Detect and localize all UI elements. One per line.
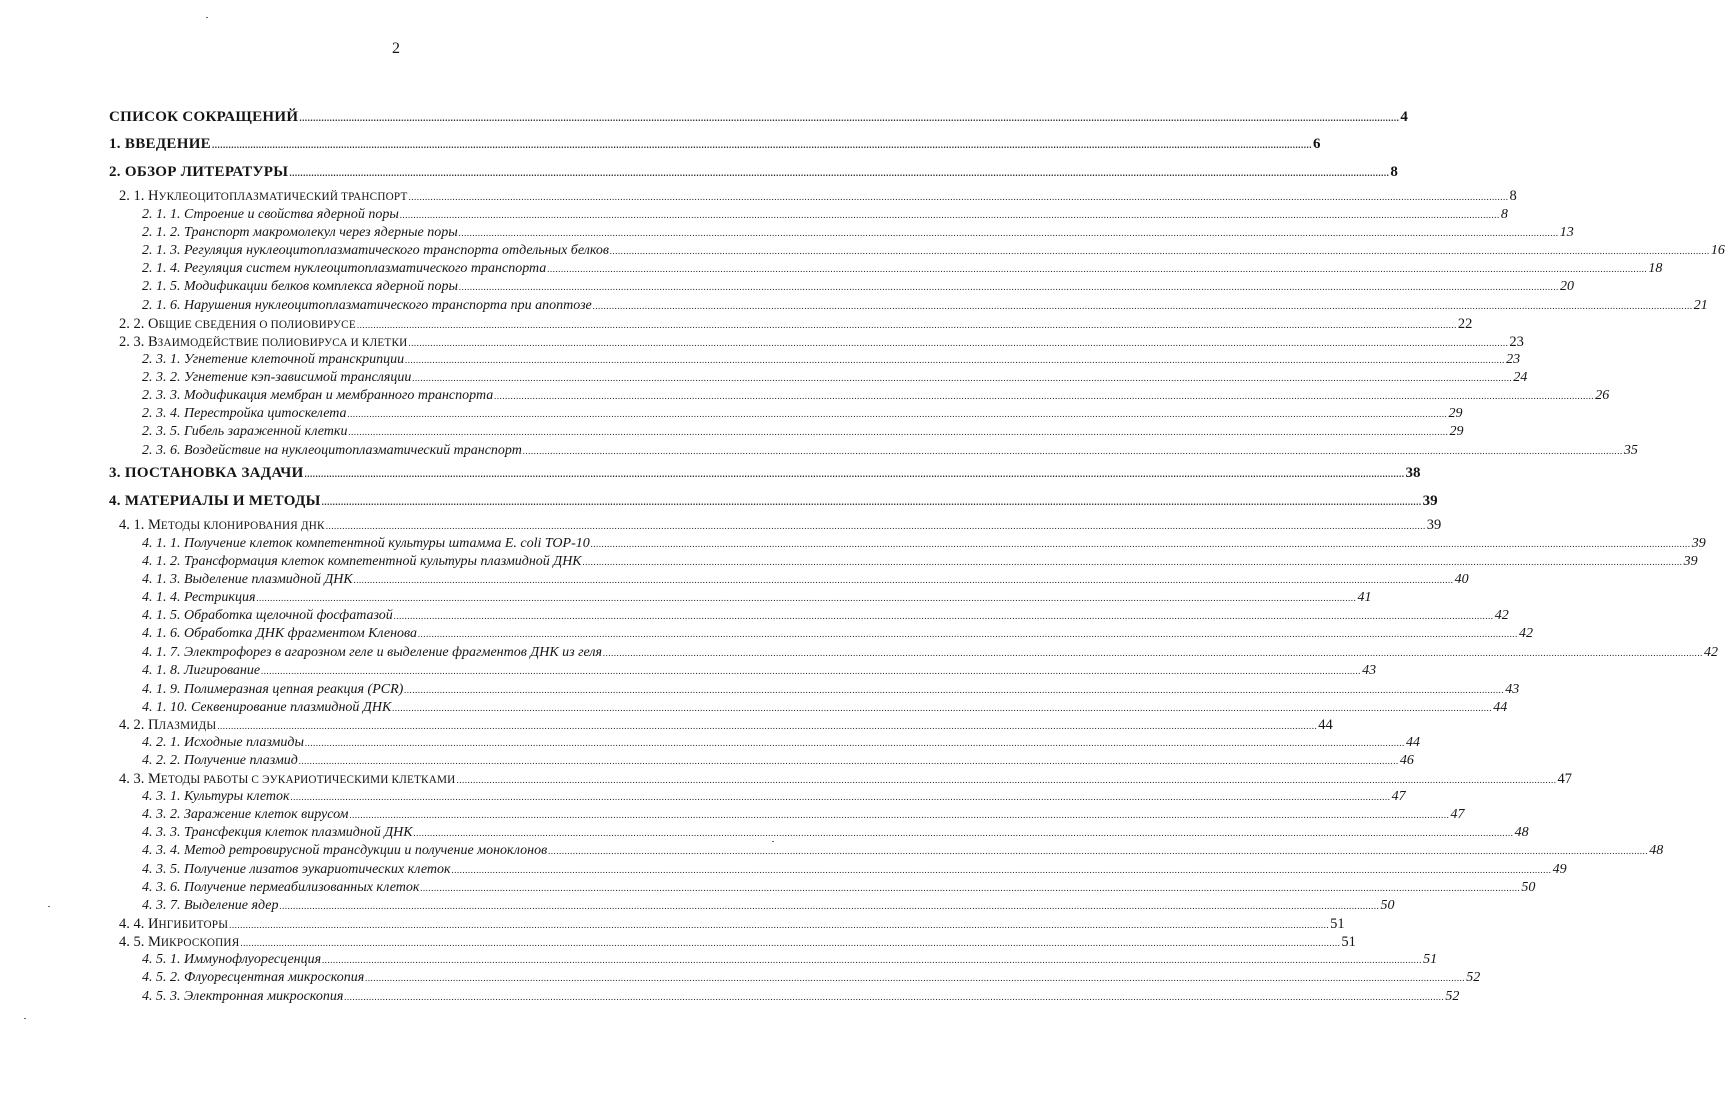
toc-entry-title [142,353,404,367]
toc-entry-page: 42 [1494,608,1509,623]
toc-entry-page: 29 [1448,406,1463,421]
toc-entry-text: Трансформация клеток компетентной культуры плазмидной ДНК [184,554,582,569]
toc-entry-number: 4. 3. [119,771,145,787]
toc-entry-number: 4. 1. [119,517,145,533]
toc-entry-level-2[interactable] [119,517,1442,533]
toc-entry-title [142,425,347,439]
toc-entry-level-3[interactable] [142,225,1574,240]
toc-entry-text: Иммунофлуоресценция [184,952,322,967]
toc-entry-number: 2. 3. 4. [142,406,181,421]
toc-dot-leader: ................................................................................................................................................................................................................................................................................................................................................................................................................ [229,919,1330,930]
toc-entry-title [142,683,403,697]
toc-entry-number: 4. 3. 6. [142,880,181,895]
toc-entry-page: 43 [1362,663,1377,678]
toc-entry-title [142,899,278,913]
toc-entry-level-3[interactable] [142,572,1469,587]
toc-dot-leader: ................................................................................................................................................................................................................................................................................................................................................................................................................ [399,210,1500,220]
toc-entry-text: Модификации белков комплекса ядерной поры [184,279,458,294]
toc-entry-page: 50 [1521,880,1536,895]
toc-entry-text: Модификация мембран и мембранного транспорта [184,388,494,403]
toc-dot-leader: ................................................................................................................................................................................................................................................................................................................................................................................................................ [592,301,1693,311]
toc-entry-text: ОБЩИЕ СВЕДЕНИЯ О ПОЛИОВИРУСЕ [148,316,356,332]
toc-entry-number: 4. 3. 2. [142,807,181,822]
toc-dot-leader: ................................................................................................................................................................................................................................................................................................................................................................................................................ [458,228,1559,238]
toc-dot-leader: ................................................................................................................................................................................................................................................................................................................................................................................................................ [356,319,1457,330]
toc-entry-level-1[interactable] [109,164,1398,180]
toc-entry-level-3[interactable] [142,207,1508,222]
toc-entry-title [142,444,522,458]
toc-entry-number: 2. 1. 1. [142,207,181,222]
toc-entry-page: 43 [1505,682,1520,697]
toc-entry-number: 2. 1. 4. [142,261,181,276]
toc-dot-leader: ................................................................................................................................................................................................................................................................................................................................................................................................................ [365,973,1466,983]
toc-entry-title: 2. ОБЗОР ЛИТЕРАТУРЫ [109,164,289,180]
toc-entry-number: 4. 2. [119,717,145,733]
toc-entry-title [142,262,546,276]
toc-dot-leader: ................................................................................................................................................................................................................................................................................................................................................................................................................ [547,264,1648,274]
toc-dot-leader: ................................................................................................................................................................................................................................................................................................................................................................................................................ [405,355,1506,365]
toc-dot-leader: ................................................................................................................................................................................................................................................................................................................................................................................................................ [211,140,1312,150]
toc-entry-number: 4. 1. 9. [142,682,181,697]
toc-dot-leader: ................................................................................................................................................................................................................................................................................................................................................................................................................ [609,246,1710,256]
toc-entry-text: Воздействие на нуклеоцитоплазматический транспорт [184,443,522,458]
toc-entry-level-2[interactable] [119,188,1517,204]
toc-entry-level-3[interactable] [142,243,1725,258]
toc-entry-text: Исходные плазмиды [184,735,304,750]
toc-entry-text: Полимеразная цепная реакция (PCR) [184,682,404,697]
toc-entry-level-3[interactable] [142,388,1610,403]
toc-entry-title [142,971,364,985]
toc-entry-text: Угнетение клеточной транскрипции [184,352,405,367]
toc-entry-text: Перестройка цитоскелета [184,406,347,421]
toc-entry-title [142,664,260,678]
toc-entry-title [142,537,590,551]
toc-entry-text: Выделение ядер [184,898,279,913]
toc-entry-page: 4 [1400,109,1408,125]
toc-entry-page: 39 [1422,493,1438,509]
toc-entry-text: Обработка ДНК фрагментом Кленова [184,626,418,641]
toc-entry-page: 22 [1457,316,1473,332]
toc-dot-leader: ................................................................................................................................................................................................................................................................................................................................................................................................................ [353,575,1454,585]
toc-entry-number: 4. 1. 2. [142,554,181,569]
toc-dot-leader: ................................................................................................................................................................................................................................................................................................................................................................................................................ [603,648,1704,658]
toc-entry-page: 51 [1341,934,1356,950]
toc-dot-leader: ................................................................................................................................................................................................................................................................................................................................................................................................................ [582,557,1683,567]
toc-dot-leader: ................................................................................................................................................................................................................................................................................................................................................................................................................ [289,168,1390,178]
toc-dot-leader: ................................................................................................................................................................................................................................................................................................................................................................................................................ [304,738,1405,748]
toc-entry-page: 51 [1330,916,1345,932]
toc-entry-level-3[interactable] [142,608,1509,623]
toc-entry-title [119,317,356,332]
toc-entry-number: 4. 1. 10. [142,700,188,715]
toc-entry-title [142,881,419,895]
toc-entry-page: 47 [1391,789,1406,804]
toc-entry-page: 48 [1649,843,1664,858]
toc-entry-title [142,226,458,240]
toc-entry-level-3[interactable] [142,645,1719,660]
toc-entry-level-3[interactable] [142,898,1395,913]
toc-dot-leader: ................................................................................................................................................................................................................................................................................................................................................................................................................ [348,427,1449,437]
toc-entry-level-3[interactable] [142,989,1460,1004]
page-number: 2 [392,40,400,57]
toc-entry-level-3[interactable] [142,807,1465,822]
toc-entry-level-3[interactable] [142,970,1481,985]
toc-entry-title [142,646,602,660]
toc-entry-level-2[interactable] [119,334,1524,350]
toc-entry-title [142,609,393,623]
toc-dot-leader: ................................................................................................................................................................................................................................................................................................................................................................................................................ [392,703,1493,713]
toc-entry-level-3[interactable] [142,261,1663,276]
toc-entry-text: МЕТОДЫ РАБОТЫ С ЭУКАРИОТИЧЕСКИМИ КЛЕТКАМИ [148,771,456,787]
toc-dot-leader: ................................................................................................................................................................................................................................................................................................................................................................................................................ [456,774,1557,785]
toc-entry-title [142,555,582,569]
toc-entry-text: Угнетение кэп-зависимой трансляции [184,370,412,385]
toc-entry-title [142,736,304,750]
toc-entry-page: 50 [1380,898,1395,913]
toc-entry-level-3[interactable] [142,843,1664,858]
toc-entry-text: Транспорт макромолекул через ядерные поры [184,225,458,240]
toc-entry-title [142,953,321,967]
toc-entry-title [142,389,493,403]
toc-entry-number: 4. 3. 7. [142,898,181,913]
toc-entry-number: 4. 1. 7. [142,645,181,660]
toc-entry-page: 13 [1559,225,1574,240]
toc-entry-level-3[interactable] [142,406,1463,421]
toc-entry-page: 42 [1519,626,1534,641]
toc-dot-leader: ................................................................................................................................................................................................................................................................................................................................................................................................................ [458,282,1559,292]
toc-entry-title [142,244,609,258]
toc-entry-page: 8 [1500,207,1508,222]
toc-entry-page: 23 [1506,352,1521,367]
toc-entry-title [142,990,343,1004]
toc-entry-level-3[interactable] [142,424,1464,439]
toc-entry-title [119,917,228,932]
toc-entry-number: 2. 1. 2. [142,225,181,240]
toc-entry-page: 23 [1509,334,1524,350]
toc-dot-leader: ................................................................................................................................................................................................................................................................................................................................................................................................................ [321,497,1422,507]
toc-entry-level-3[interactable] [142,626,1534,641]
toc-dot-leader: ................................................................................................................................................................................................................................................................................................................................................................................................................ [408,191,1509,202]
toc-entry-page: 42 [1704,645,1719,660]
toc-dot-leader: ................................................................................................................................................................................................................................................................................................................................................................................................................ [451,865,1552,875]
toc-entry-text: НУКЛЕОЦИТОПЛАЗМАТИЧЕСКИЙ ТРАНСПОРТ [148,188,408,204]
toc-entry-text: Строение и свойства ядерной поры [184,207,399,222]
toc-entry-number: 4. 5. [119,934,145,950]
toc-entry-text: Регуляция систем нуклеоцитоплазматического транспорта [184,261,547,276]
toc-entry-title [142,808,349,822]
toc-entry-page: 44 [1493,700,1508,715]
toc-entry-number: 2. 3. 3. [142,388,181,403]
toc-entry-page: 41 [1357,590,1372,605]
toc-entry-title [142,701,391,715]
toc-entry-page: 46 [1399,753,1414,768]
toc-entry-title: 3. ПОСТАНОВКА ЗАДАЧИ [109,465,304,481]
toc-entry-level-2[interactable] [119,916,1345,932]
toc-entry-number: 4. 1. 1. [142,536,181,551]
toc-dot-leader: ................................................................................................................................................................................................................................................................................................................................................................................................................ [240,937,1341,948]
toc-entry-title [142,754,298,768]
toc-entry-page: 24 [1513,370,1528,385]
toc-entry-title [119,335,407,350]
toc-entry-text: Получение клеток компетентной культуры штамма E. coli TOP-10 [184,536,590,551]
toc-entry-page: 52 [1445,989,1460,1004]
toc-entry-text: Метод ретровирусной трансдукции и получение моноклонов [184,843,548,858]
toc-entry-page: 26 [1595,388,1610,403]
toc-entry-page: 20 [1559,279,1574,294]
toc-entry-page: 44 [1318,717,1333,733]
toc-entry-text: Выделение плазмидной ДНК [184,572,353,587]
toc-entry-text: Гибель зараженной клетки [184,424,348,439]
toc-entry-number: 4. 1. 4. [142,590,181,605]
toc-entry-title [142,863,451,877]
toc-dot-leader: ................................................................................................................................................................................................................................................................................................................................................................................................................ [412,373,1513,383]
toc-entry-page: 39 [1426,517,1442,533]
toc-entry-page: 52 [1466,970,1481,985]
toc-entry-number: 2. 3. 6. [142,443,181,458]
toc-dot-leader: ................................................................................................................................................................................................................................................................................................................................................................................................................ [261,666,1362,676]
toc-entry-text: Обработка щелочной фосфатазой [184,608,393,623]
toc-entry-text: МИКРОСКОПИЯ [148,934,240,950]
toc-entry-level-1[interactable] [109,136,1321,152]
toc-entry-level-3[interactable] [142,880,1536,895]
toc-entry-text: Электронная микроскопия [184,989,344,1004]
toc-entry-page: 49 [1552,862,1567,877]
toc-entry-title [142,573,353,587]
toc-entry-page: 6 [1312,136,1321,152]
toc-entry-number: 4. 3. 1. [142,789,181,804]
toc-entry-text: Флуоресцентная микроскопия [184,970,365,985]
toc-entry-title [142,627,417,641]
toc-entry-page: 21 [1693,298,1708,313]
toc-entry-title [142,790,290,804]
toc-entry-level-1[interactable] [109,493,1438,509]
toc-entry-number: 2. 3. 5. [142,424,181,439]
toc-entry-text: Получение плазмид [184,753,298,768]
toc-entry-text: Секвенирование плазмидной ДНК [191,700,392,715]
toc-entry-title [142,280,458,294]
toc-entry-number: 4. 3. 3. [142,825,181,840]
toc-entry-level-3[interactable] [142,370,1528,385]
toc-dot-leader: ................................................................................................................................................................................................................................................................................................................................................................................................................ [349,810,1450,820]
toc-entry-text: Рестрикция [184,590,256,605]
toc-entry-title [142,407,347,421]
toc-entry-level-3[interactable] [142,443,1638,458]
toc-entry-title [142,591,255,605]
toc-dot-leader: ................................................................................................................................................................................................................................................................................................................................................................................................................ [298,756,1399,766]
toc-entry-level-3[interactable] [142,279,1574,294]
toc-entry-page: 47 [1450,807,1465,822]
toc-entry-text: Нарушения нуклеоцитоплазматического транспорта при апоптозе [184,298,592,313]
toc-entry-level-1[interactable] [109,465,1421,481]
toc-dot-leader: ................................................................................................................................................................................................................................................................................................................................................................................................................ [548,846,1649,856]
toc-entry-page: 8 [1390,164,1398,180]
toc-dot-leader: ................................................................................................................................................................................................................................................................................................................................................................................................................ [290,792,1391,802]
toc-entry-page: 38 [1405,465,1421,481]
toc-entry-number: 4. 5. 1. [142,952,181,967]
toc-entry-level-3[interactable] [142,700,1508,715]
toc-entry-title: 4. МАТЕРИАЛЫ И МЕТОДЫ [109,493,321,509]
toc-dot-leader: ................................................................................................................................................................................................................................................................................................................................................................................................................ [217,720,1318,731]
toc-entry-level-3[interactable] [142,753,1414,768]
toc-dot-leader: ................................................................................................................................................................................................................................................................................................................................................................................................................ [522,446,1623,456]
toc-entry-title [119,935,239,950]
toc-entry-level-3[interactable] [142,352,1521,367]
toc-entry-number: 4. 3. 5. [142,862,181,877]
toc-entry-number: 4. 5. 2. [142,970,181,985]
toc-entry-level-3[interactable] [142,536,1706,551]
toc-entry-title [142,371,411,385]
toc-entry-number: 4. 3. 4. [142,843,181,858]
toc-entry-page: 48 [1514,825,1529,840]
toc-entry-page: 29 [1449,424,1464,439]
toc-dot-leader: ................................................................................................................................................................................................................................................................................................................................................................................................................ [325,520,1426,531]
toc-entry-page: 39 [1691,536,1706,551]
toc-dot-leader: ................................................................................................................................................................................................................................................................................................................................................................................................................ [347,409,1448,419]
toc-entry-text: МЕТОДЫ КЛОНИРОВАНИЯ ДНК [148,517,325,533]
toc-entry-text: Регуляция нуклеоцитоплазматического транспорта отдельных белков [184,243,609,258]
toc-dot-leader: ................................................................................................................................................................................................................................................................................................................................................................................................................ [299,113,1400,123]
toc-entry-page: 44 [1405,735,1420,750]
toc-entry-level-3[interactable] [142,554,1698,569]
toc-entry-level-3[interactable] [142,682,1520,697]
toc-entry-number: 4. 1. 5. [142,608,181,623]
toc-entry-number: 2. 2. [119,316,145,332]
toc-entry-text: Трансфекция клеток плазмидной ДНК [184,825,413,840]
toc-dot-leader: ................................................................................................................................................................................................................................................................................................................................................................................................................ [408,337,1509,348]
toc-entry-number: 4. 1. 8. [142,663,181,678]
toc-dot-leader: ................................................................................................................................................................................................................................................................................................................................................................................................................ [344,992,1445,1002]
toc-entry-text: Культуры клеток [184,789,290,804]
toc-dot-leader: ................................................................................................................................................................................................................................................................................................................................................................................................................ [279,901,1380,911]
toc-entry-number: 4. 5. 3. [142,989,181,1004]
toc-entry-text: Лигирование [184,663,261,678]
toc-entry-level-1[interactable] [109,109,1408,125]
toc-dot-leader: ................................................................................................................................................................................................................................................................................................................................................................................................................ [420,883,1521,893]
toc-entry-number: 2. 3. [119,334,145,350]
toc-entry-text: ИНГИБИТОРЫ [148,916,229,932]
toc-entry-number: 2. 1. 3. [142,243,181,258]
toc-entry-number: 2. 1. [119,188,145,204]
toc-entry-title: СПИСОК СОКРАЩЕНИЙ [109,109,299,125]
toc-entry-title: 1. ВВЕДЕНИЕ [109,136,211,152]
toc-dot-leader: ................................................................................................................................................................................................................................................................................................................................................................................................................ [590,539,1691,549]
toc-entry-page: 8 [1509,188,1517,204]
toc-entry-level-3[interactable] [142,590,1372,605]
toc-dot-leader: ................................................................................................................................................................................................................................................................................................................................................................................................................ [418,629,1519,639]
toc-entry-text: ВЗАИМОДЕЙСТВИЕ ПОЛИОВИРУСА И КЛЕТКИ [148,334,408,350]
toc-entry-number: 4. 2. 2. [142,753,181,768]
toc-entry-level-2[interactable] [119,316,1473,332]
toc-entry-page: 35 [1623,443,1638,458]
toc-entry-level-2[interactable] [119,934,1356,950]
toc-dot-leader: ................................................................................................................................................................................................................................................................................................................................................................................................................ [256,593,1357,603]
toc-entry-title [142,844,547,858]
toc-dot-leader: ................................................................................................................................................................................................................................................................................................................................................................................................................ [494,391,1595,401]
toc-entry-text: Получение пермеабилизованных клеток [184,880,420,895]
toc-entry-title [142,208,399,222]
toc-entry-level-2[interactable] [119,771,1572,787]
toc-entry-text: ПЛАЗМИДЫ [148,717,217,733]
toc-entry-number: 4. 1. 6. [142,626,181,641]
toc-entry-title [119,718,216,733]
toc-entry-level-2[interactable] [119,717,1333,733]
toc-entry-text: Электрофорез в агарозном геле и выделение фрагментов ДНК из геля [184,645,603,660]
toc-entry-page: 47 [1557,771,1572,787]
toc-entry-page: 18 [1648,261,1663,276]
toc-entry-page: 39 [1683,554,1698,569]
toc-dot-leader: ................................................................................................................................................................................................................................................................................................................................................................................................................ [322,955,1423,965]
toc-entry-number: 4. 1. 3. [142,572,181,587]
toc-entry-level-3[interactable] [142,825,1529,840]
toc-entry-page: 16 [1710,243,1725,258]
toc-dot-leader: ................................................................................................................................................................................................................................................................................................................................................................................................................ [304,469,1405,479]
toc-entry-page: 51 [1423,952,1438,967]
toc-entry-title [142,299,592,313]
toc-entry-number: 2. 1. 6. [142,298,181,313]
toc-entry-text: Получение лизатов эукариотических клеток [184,862,451,877]
toc-entry-level-3[interactable] [142,735,1420,750]
toc-dot-leader: ................................................................................................................................................................................................................................................................................................................................................................................................................ [404,685,1505,695]
toc-entry-number: 2. 1. 5. [142,279,181,294]
toc-entry-page: 40 [1454,572,1469,587]
toc-entry-text: Заражение клеток вирусом [184,807,349,822]
toc-dot-leader: ................................................................................................................................................................................................................................................................................................................................................................................................................ [413,828,1514,838]
toc-entry-title [119,518,325,533]
toc-entry-number: 4. 2. 1. [142,735,181,750]
toc-entry-number: 2. 3. 1. [142,352,181,367]
toc-dot-leader: ................................................................................................................................................................................................................................................................................................................................................................................................................ [393,611,1494,621]
toc-entry-title [142,826,413,840]
toc-entry-level-3[interactable] [142,862,1567,877]
toc-entry-number: 4. 4. [119,916,145,932]
toc-entry-title [119,772,455,787]
toc-entry-level-3[interactable] [142,952,1438,967]
toc-entry-number: 2. 3. 2. [142,370,181,385]
toc-entry-level-3[interactable] [142,298,1708,313]
toc-entry-level-3[interactable] [142,789,1406,804]
toc-entry-level-3[interactable] [142,663,1377,678]
toc-entry-title [119,189,408,204]
